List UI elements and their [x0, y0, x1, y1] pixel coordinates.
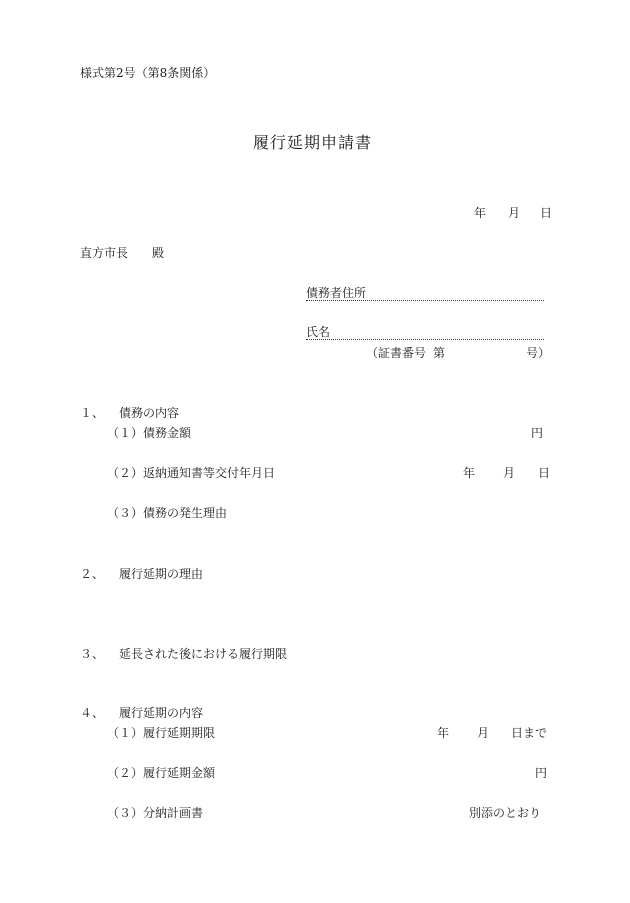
- installment-plan-label: （３）分納計画書: [107, 806, 204, 820]
- notice-date-year: 年: [463, 466, 476, 480]
- addressee-name: 直方市長: [80, 246, 129, 260]
- debt-amount-unit: 円: [531, 426, 544, 440]
- deferral-deadline-day: 日まで: [511, 726, 548, 740]
- notice-date-label: （２）返納通知書等交付年月日: [107, 466, 276, 480]
- section-4-title: 履行延期の内容: [119, 706, 204, 720]
- section-2-number: ２、: [80, 567, 105, 581]
- section-3-number: ３、: [80, 647, 105, 661]
- addressee-honorific: 殿: [152, 246, 165, 260]
- date-year-label: 年: [474, 206, 487, 220]
- deferral-deadline-year: 年: [437, 726, 450, 740]
- section-4-number: ４、: [80, 706, 105, 720]
- date-day-label: 日: [540, 206, 553, 220]
- section-3-title: 延長された後における履行期限: [119, 647, 288, 661]
- cert-number-go: 号）: [526, 346, 551, 360]
- cert-number-dai: 第: [433, 346, 446, 360]
- section-1-number: １、: [80, 406, 105, 420]
- debt-amount-label: （１）債務金額: [107, 426, 192, 440]
- applicant-name-label: 氏名: [306, 325, 331, 339]
- deferral-deadline-label: （１）履行延期期限: [107, 726, 216, 740]
- section-2-title: 履行延期の理由: [119, 567, 204, 581]
- section-1-title: 債務の内容: [119, 406, 180, 420]
- applicant-name-field[interactable]: [306, 326, 544, 340]
- deferral-deadline-month: 月: [477, 726, 490, 740]
- cert-number-open: （証書番号: [366, 346, 427, 360]
- debtor-address-label: 債務者住所: [306, 286, 367, 300]
- debtor-address-field[interactable]: [306, 287, 544, 301]
- installment-plan-note: 別添のとおり: [469, 806, 542, 820]
- form-number: 様式第2号（第8条関係）: [80, 66, 216, 80]
- notice-date-month: 月: [503, 466, 516, 480]
- deferral-amount-unit: 円: [535, 766, 548, 780]
- debt-reason-label: （３）債務の発生理由: [107, 506, 228, 520]
- deferral-amount-label: （２）履行延期金額: [107, 766, 216, 780]
- notice-date-day: 日: [538, 466, 551, 480]
- date-month-label: 月: [508, 206, 521, 220]
- document-title: 履行延期申請書: [253, 133, 373, 152]
